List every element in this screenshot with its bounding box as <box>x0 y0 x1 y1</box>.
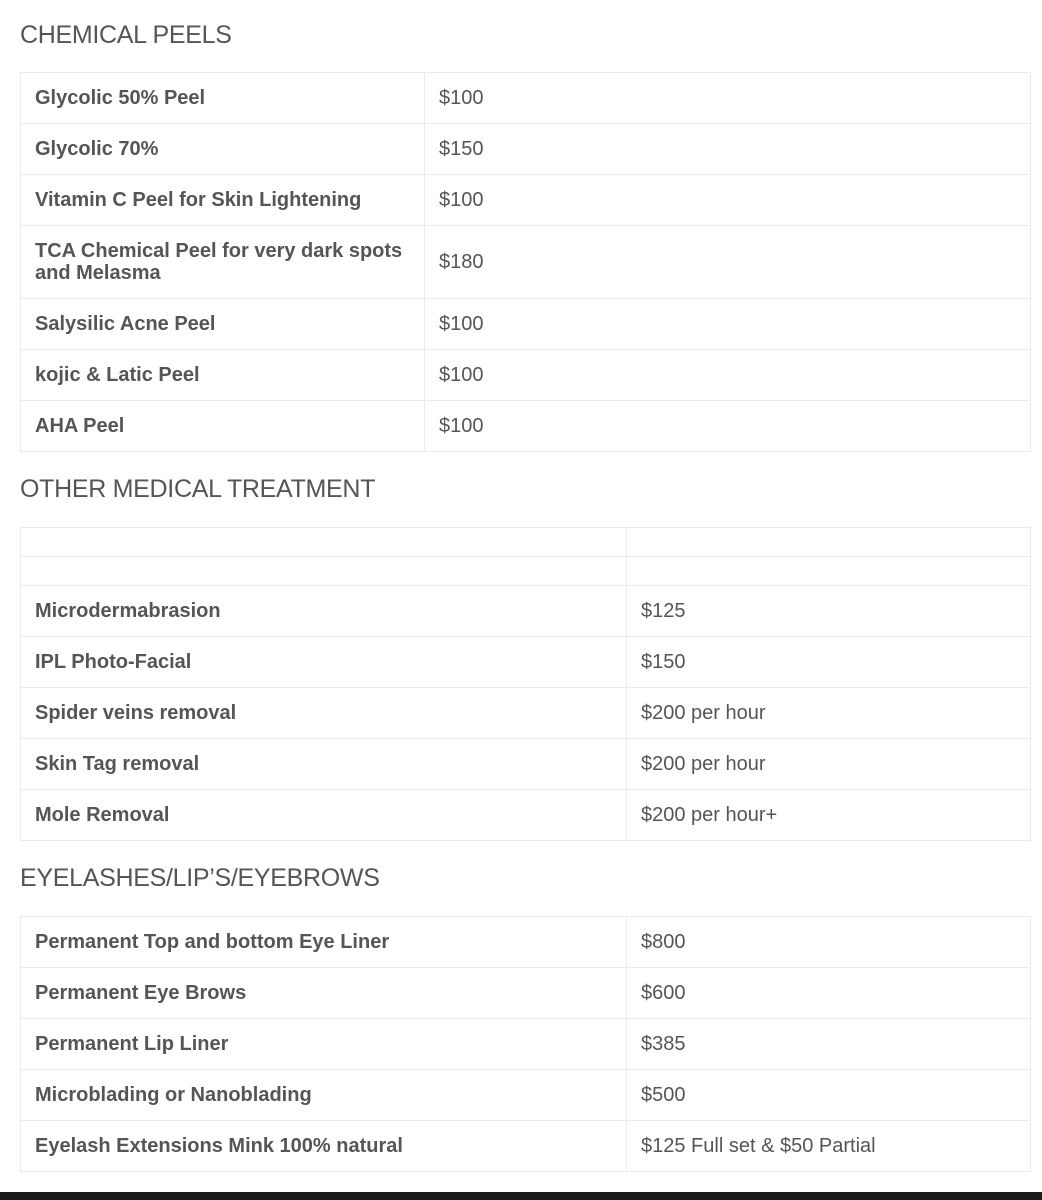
table-row <box>21 557 1031 586</box>
table-row <box>21 124 1031 175</box>
service-name: Salysilic Acne Peel <box>21 299 425 350</box>
table-row <box>21 1121 1031 1172</box>
table-row <box>21 528 1031 557</box>
service-price: $200 per hour+ <box>627 790 1031 841</box>
service-name: AHA Peel <box>21 401 425 452</box>
service-price <box>627 557 1031 586</box>
table-row <box>21 739 1031 790</box>
service-price <box>627 528 1031 557</box>
service-price: $125 <box>627 586 1031 637</box>
service-name: Microdermabrasion <box>21 586 627 637</box>
section-title-other-medical-treatment: OTHER MEDICAL TREATMENT <box>20 475 376 503</box>
service-name: Eyelash Extensions Mink 100% natural <box>21 1121 627 1172</box>
table-row <box>21 350 1031 401</box>
service-price: $100 <box>425 401 1031 452</box>
service-name: Permanent Eye Brows <box>21 968 627 1019</box>
service-price: $385 <box>627 1019 1031 1070</box>
table-row <box>21 968 1031 1019</box>
service-price: $100 <box>425 350 1031 401</box>
table-row <box>21 1070 1031 1121</box>
service-price: $180 <box>425 226 1031 299</box>
service-price: $200 per hour <box>627 688 1031 739</box>
service-price: $500 <box>627 1070 1031 1121</box>
service-name: kojic & Latic Peel <box>21 350 425 401</box>
service-price: $800 <box>627 917 1031 968</box>
service-name: Spider veins removal <box>21 688 627 739</box>
table-row <box>21 917 1031 968</box>
service-name: Skin Tag removal <box>21 739 627 790</box>
table-row <box>21 688 1031 739</box>
service-name: TCA Chemical Peel for very dark spots and Melasma <box>21 226 425 299</box>
service-price: $100 <box>425 73 1031 124</box>
table-row <box>21 637 1031 688</box>
service-price: $150 <box>627 637 1031 688</box>
service-name <box>21 528 627 557</box>
service-price: $100 <box>425 175 1031 226</box>
bottom-bar <box>0 1192 1042 1200</box>
table-row <box>21 73 1031 124</box>
service-price: $150 <box>425 124 1031 175</box>
service-name: Glycolic 50% Peel <box>21 73 425 124</box>
eyelashes-lips-eyebrows-table <box>20 916 1031 1172</box>
chemical-peels-table <box>20 72 1031 452</box>
table-row <box>21 1019 1031 1070</box>
service-name: Permanent Top and bottom Eye Liner <box>21 917 627 968</box>
service-price: $100 <box>425 299 1031 350</box>
table-row <box>21 175 1031 226</box>
section-title-eyelashes-lips-eyebrows: EYELASHES/LIP’S/EYEBROWS <box>20 864 380 892</box>
service-name: Microblading or Nanoblading <box>21 1070 627 1121</box>
service-name: Glycolic 70% <box>21 124 425 175</box>
service-name <box>21 557 627 586</box>
section-title-chemical-peels: CHEMICAL PEELS <box>20 21 232 49</box>
table-row <box>21 401 1031 452</box>
table-row <box>21 226 1031 299</box>
service-name: Permanent Lip Liner <box>21 1019 627 1070</box>
table-row <box>21 790 1031 841</box>
service-name: IPL Photo-Facial <box>21 637 627 688</box>
table-row <box>21 586 1031 637</box>
other-medical-treatment-table <box>20 527 1031 841</box>
service-name: Mole Removal <box>21 790 627 841</box>
service-name: Vitamin C Peel for Skin Lightening <box>21 175 425 226</box>
service-price: $200 per hour <box>627 739 1031 790</box>
service-price: $600 <box>627 968 1031 1019</box>
service-price: $125 Full set & $50 Partial <box>627 1121 1031 1172</box>
table-row <box>21 299 1031 350</box>
